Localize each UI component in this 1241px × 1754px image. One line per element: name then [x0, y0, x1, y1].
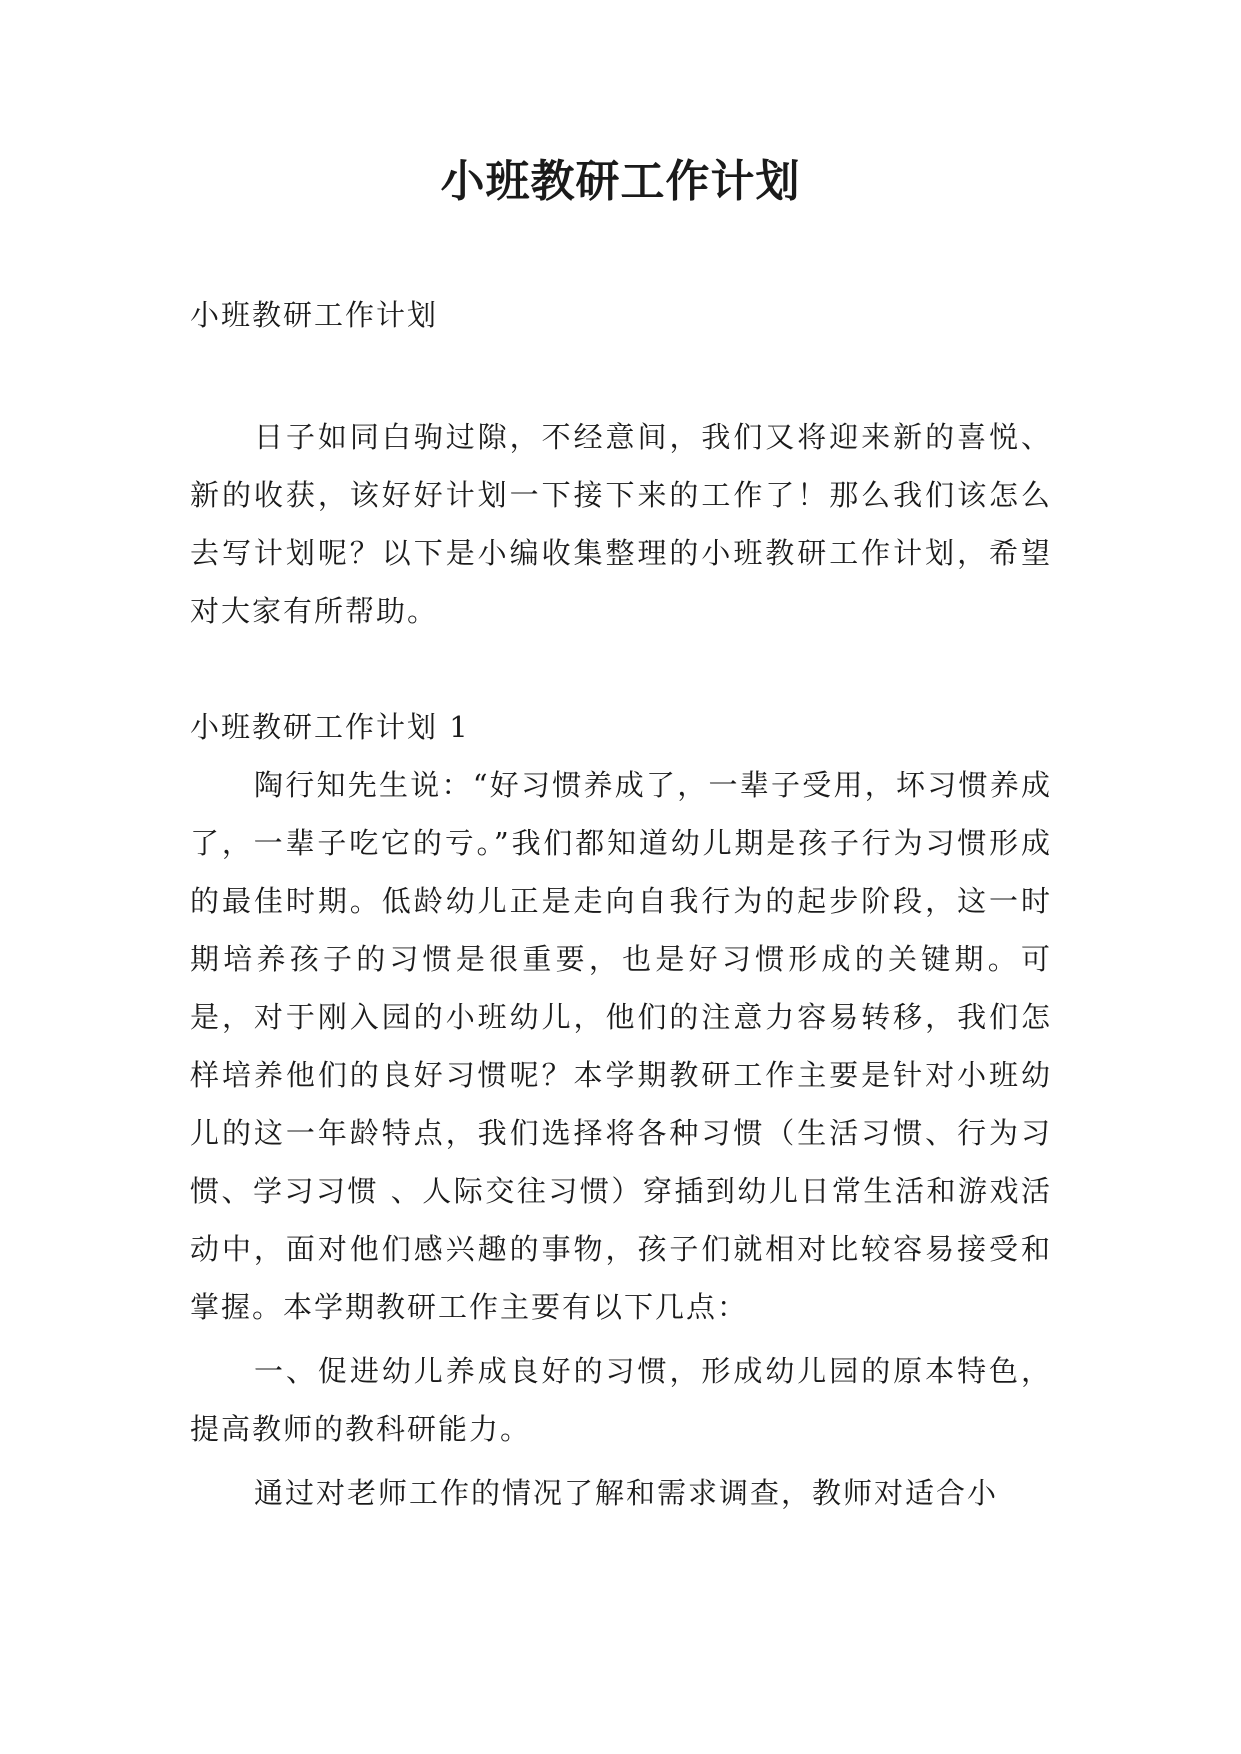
intro-paragraph: 日子如同白驹过隙，不经意间，我们又将迎来新的喜悦、新的收获，该好好计划一下接下来的工作了！那么我们该怎么去写计划呢？以下是小编收集整理的小班教研工作计划，希望对大家有所帮助。: [190, 420, 1052, 628]
body-paragraph-1: 陶行知先生说：“好习惯养成了，一辈子受用，坏习惯养成了，一辈子吃它的亏。”我们都知道幼儿期是孩子行为习惯形成的最佳时期。低龄幼儿正是走向自我行为的起步阶段，这一时期培养孩子的习惯是很重要，也是好习惯形成的关键期。可是，对于刚入园的小班幼儿，他们的注意力容易转移，我们怎样培养他们的良好习惯呢？本学期教研工作主要是针对小班幼儿的这一年龄特点，我们选择将各种习惯（生活习惯、行为习惯、学习习惯 、人际交往习惯）穿插到幼儿日常生活和游戏活动中，面对他们感兴趣的事物，孩子们就相对比较容易接受和掌握。本学期教研工作主要有以下几点：: [190, 768, 1052, 1324]
document-title: 小班教研工作计划: [440, 156, 801, 207]
document-body: [190, 286, 1052, 1522]
section-heading: 小班教研工作计划 1: [190, 710, 470, 744]
body-paragraph-2: 一、促进幼儿养成良好的习惯，形成幼儿园的原本特色，提高教师的教科研能力。: [190, 1354, 1052, 1446]
document-subtitle: 小班教研工作计划: [190, 298, 439, 332]
body-paragraph-3: 通过对老师工作的情况了解和需求调查，教师对适合小: [254, 1476, 999, 1510]
